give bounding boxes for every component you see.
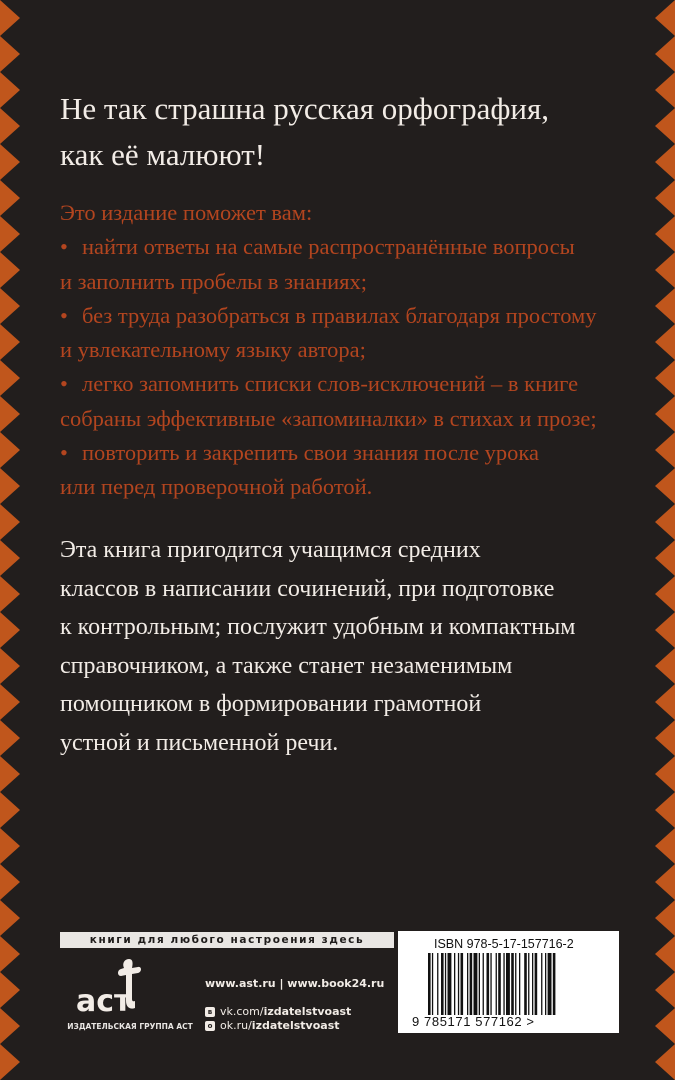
publisher-label: ИЗДАТЕЛЬСКАЯ ГРУППА АСТ <box>67 1022 193 1031</box>
about-line: помощником в формировании грамотной <box>60 691 482 717</box>
isbn-text: ISBN 978-5-17-157716-2 <box>434 937 574 951</box>
barcode-bar <box>532 953 533 1015</box>
website-links[interactable]: www.ast.ru | www.book24.ru <box>205 977 385 990</box>
headline-line: как её малюют! <box>60 137 266 172</box>
bullet: • <box>60 440 68 466</box>
feature-text: без труда разобраться в правилах благодаря простому <box>82 302 597 328</box>
barcode-icon <box>428 953 596 1015</box>
zigzag-shape <box>0 0 20 1080</box>
barcode-bar <box>535 953 538 1015</box>
ok-icon: о <box>205 1021 215 1031</box>
barcode-bar <box>467 953 468 1015</box>
left-zigzag-border <box>0 0 22 1080</box>
barcode-bar <box>479 953 480 1015</box>
barcode-bar <box>541 953 542 1015</box>
vk-icon: в <box>205 1007 215 1017</box>
barcode-bar <box>458 953 459 1015</box>
feature-text-continued: или перед проверочной работой. <box>60 474 373 500</box>
feature-text: найти ответы на самые распространённые вопросы <box>82 234 575 260</box>
about-line: Эта книга пригодится учащимся средних <box>60 537 481 563</box>
barcode-bar <box>503 953 504 1015</box>
feature-text-continued: и увлекательному языку автора; <box>60 337 366 363</box>
barcode-bar <box>432 953 433 1015</box>
feature-item <box>60 230 620 264</box>
ok-handle: izdatelstvoast <box>251 1019 340 1032</box>
barcode-bar <box>498 953 501 1015</box>
logo-text: аст <box>76 984 132 1019</box>
barcode-bar <box>511 953 514 1015</box>
barcode-bar <box>454 953 455 1015</box>
about-line: к контрольным; послужит удобным и компактным <box>60 614 576 640</box>
feature-text: повторить и закрепить свои знания после урока <box>82 440 540 466</box>
vk-handle: izdatelstvoast <box>263 1005 352 1018</box>
barcode-bar <box>524 953 527 1015</box>
barcode-bar <box>445 953 446 1015</box>
feature-item <box>60 367 620 401</box>
barcode-digits: 9 785171 577162 > <box>412 1014 535 1029</box>
features-intro: Это издание поможет вам: <box>60 200 313 225</box>
zigzag-shape <box>655 0 675 1080</box>
tagline-bar: книги для любого настроения здесь <box>60 932 394 948</box>
barcode-bar <box>528 953 529 1015</box>
vk-prefix: vk.com/ <box>220 1005 264 1018</box>
barcode-bar <box>461 953 464 1015</box>
ast-logo-icon <box>66 955 166 1021</box>
feature-text-continued: и заполнить пробелы в знаниях; <box>60 268 368 294</box>
barcode-bar <box>470 953 473 1015</box>
barcode-bar <box>490 953 491 1015</box>
barcode-bar <box>515 953 516 1015</box>
barcode-bar <box>474 953 478 1015</box>
bullet: • <box>60 234 68 260</box>
barcode-bar <box>553 953 556 1015</box>
bullet: • <box>60 302 68 328</box>
ok-link[interactable] <box>205 1019 340 1032</box>
features-list <box>60 196 620 505</box>
headline <box>60 86 620 178</box>
barcode-bar <box>428 953 431 1015</box>
bullet: • <box>60 371 68 397</box>
barcode-bar <box>487 953 490 1015</box>
feature-text-continued: собраны эффективные «запоминалки» в стихах и прозе; <box>60 405 597 431</box>
barcode-bar <box>506 953 510 1015</box>
barcode-bar <box>437 953 438 1015</box>
about-line: справочником, а также станет незаменимым <box>60 652 513 679</box>
right-zigzag-border <box>653 0 675 1080</box>
barcode-bar <box>448 953 452 1015</box>
about-line: устной и письменной речи. <box>60 729 339 756</box>
vk-link[interactable] <box>205 1005 351 1018</box>
feature-text: легко запомнить списки слов-исключений – в книге <box>82 371 579 397</box>
barcode-bar <box>496 953 497 1015</box>
barcode-bar <box>483 953 484 1015</box>
ok-prefix: ok.ru/ <box>220 1019 252 1032</box>
about-text <box>60 531 620 762</box>
barcode-bar <box>545 953 546 1015</box>
barcode-bar <box>548 953 552 1015</box>
barcode-bar <box>441 953 444 1015</box>
barcode-bar <box>519 953 520 1015</box>
about-line: классов в написании сочинений, при подготовке <box>60 575 555 602</box>
feature-item <box>60 299 620 333</box>
barcode-box <box>398 931 619 1033</box>
headline-line: Не так страшна русская орфография, <box>60 91 550 126</box>
feature-item <box>60 436 620 470</box>
